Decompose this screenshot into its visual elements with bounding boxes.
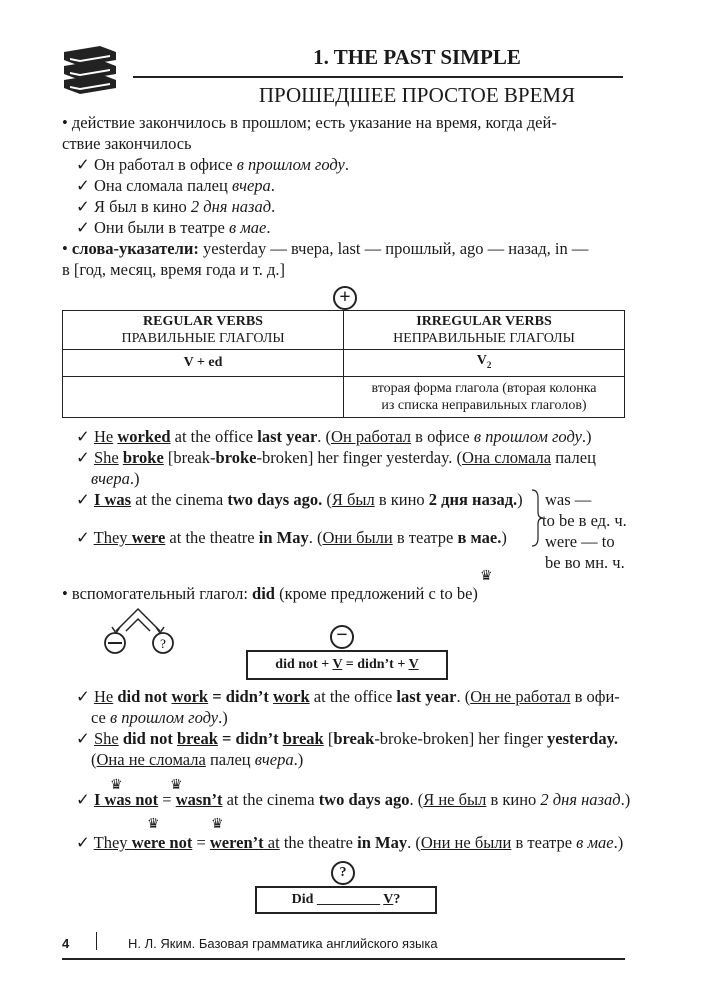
text-segment: Did [291, 892, 317, 907]
text-segment: ) [517, 490, 523, 509]
book-title: Н. Л. Яким. Базовая грамматика английского языка [128, 936, 438, 951]
text-segment: 2 дня назад [190, 197, 272, 216]
text-segment: They [93, 833, 132, 852]
text-segment: I was [93, 490, 132, 509]
text-segment: в кино [486, 790, 541, 809]
text-segment: . [344, 155, 349, 174]
text-segment: .) [129, 469, 140, 488]
crown-icon: ♛ [480, 569, 493, 584]
text-line [76, 196, 275, 217]
text-line [62, 259, 285, 280]
negative-formula-box [246, 650, 448, 680]
irregular-header-ru: НЕПРАВИЛЬНЫЕ ГЛАГОЛЫ [393, 331, 575, 346]
text-segment: в [год, месяц, время года и т. д.] [62, 260, 286, 279]
text-line [62, 238, 588, 259]
brace-note: be во мн. ч. [545, 553, 625, 572]
text-segment: (кроме предложений с to be) [274, 584, 478, 603]
text-segment: в мае. [457, 528, 502, 547]
text-segment: V [408, 657, 419, 672]
text-segment: ✓ [76, 528, 94, 547]
text-segment: ✓ [76, 448, 94, 467]
text-segment: ✓ Я был в кино [76, 197, 191, 216]
text-segment: . [271, 197, 276, 216]
text-segment: work [273, 687, 310, 706]
text-segment: the theatre [279, 833, 358, 852]
text-segment: V [332, 657, 343, 672]
text-segment: ✓ [76, 790, 94, 809]
text-segment: They [93, 528, 132, 547]
text-segment: • вспомогательный глагол: [62, 584, 253, 603]
text-segment: -broken] her finger yesterday. ( [256, 448, 463, 467]
text-line [62, 112, 557, 133]
text-segment: _________ [316, 892, 384, 907]
auxiliary-line [62, 583, 478, 604]
text-segment: last year [257, 427, 318, 446]
text-segment: • [62, 239, 72, 258]
text-segment: Он не работал [470, 687, 571, 706]
irregular-note-1: вторая форма глагола (вторая колонка [371, 380, 597, 396]
text-segment: .) [613, 833, 624, 852]
text-segment: ✓ [76, 490, 94, 509]
text-line [76, 217, 271, 238]
text-segment: Она сломала [462, 448, 552, 467]
text-segment: broke [215, 448, 257, 467]
text-segment: two days ago [318, 790, 410, 809]
crown-icon: ♛ [211, 817, 224, 832]
text-line [76, 789, 630, 810]
irregular-formula: V [476, 353, 487, 368]
text-segment: did not + [275, 657, 333, 672]
text-segment: I was not [93, 790, 159, 809]
text-segment: в кино [374, 490, 429, 509]
text-line [76, 175, 275, 196]
text-segment: Я был [331, 490, 375, 509]
text-segment: ✓ Он работал в офисе [76, 155, 237, 174]
text-segment: слова-указатели: [71, 239, 199, 258]
text-segment: two days ago. [227, 490, 323, 509]
text-segment: break [333, 729, 375, 748]
crown-icon: ♛ [147, 817, 160, 832]
regular-header-ru: ПРАВИЛЬНЫЕ ГЛАГОЛЫ [121, 331, 285, 346]
text-segment: в прошлом году [236, 155, 345, 174]
question-formula-box [255, 886, 437, 914]
text-line [62, 133, 192, 154]
text-segment: at [263, 833, 280, 852]
text-segment: . [266, 218, 271, 237]
text-segment: ✓ [76, 427, 94, 446]
text-segment: at the office [170, 427, 258, 446]
irregular-note-2: из списка неправильных глаголов) [381, 397, 587, 413]
text-segment: • действие закончилось в прошлом; есть указание на время, когда дей- [62, 113, 557, 132]
verbs-table [62, 310, 625, 418]
text-segment: in May [357, 833, 408, 852]
text-segment: He [93, 427, 114, 446]
text-segment: He [93, 687, 114, 706]
text-line [76, 686, 620, 707]
text-segment: last year [396, 687, 457, 706]
svg-text:?: ? [160, 636, 166, 651]
text-segment: . [270, 176, 275, 195]
regular-header-en: REGULAR VERBS [143, 314, 263, 329]
crown-icon: ♛ [110, 778, 123, 793]
text-segment: в театре [392, 528, 458, 547]
crown-icon: ♛ [170, 778, 183, 793]
text-segment: at the cinema [131, 490, 228, 509]
text-segment: worked [117, 427, 171, 446]
text-line [76, 527, 507, 548]
page-number: 4 [62, 936, 70, 951]
question-icon: ? [331, 861, 355, 885]
footer-rule [62, 958, 625, 960]
text-segment: ствие закончилось [62, 134, 192, 153]
text-line [76, 426, 592, 447]
plus-icon: + [333, 286, 357, 310]
text-segment: -broke-broken] her finger [374, 729, 548, 748]
text-segment: yesterday — вчера, last — прошлый, ago — назад, in — [198, 239, 589, 258]
text-segment: work [171, 687, 209, 706]
brace-note: was — [545, 490, 592, 509]
text-segment: break [282, 729, 324, 748]
text-segment: Он работал [331, 427, 412, 446]
text-segment: .) [293, 750, 304, 769]
brace-note: were — to [545, 532, 615, 551]
text-line [91, 749, 303, 770]
text-segment: = didn’t + [342, 657, 409, 672]
text-line [76, 832, 623, 853]
text-line [91, 707, 228, 728]
text-segment: = didn’t [208, 687, 273, 706]
text-segment: . ( [308, 528, 323, 547]
text-segment: V [383, 892, 394, 907]
text-segment: ? [393, 892, 401, 907]
text-segment: вчера [231, 176, 271, 195]
regular-formula: V + ed [63, 350, 344, 377]
text-segment: at the theatre [165, 528, 259, 547]
text-segment: did not [122, 729, 173, 748]
text-segment: did not [117, 687, 168, 706]
text-line [91, 468, 139, 489]
text-segment: 2 дня назад. [428, 490, 518, 509]
text-segment: .) [620, 790, 631, 809]
text-segment: were [131, 528, 166, 547]
text-segment: = [158, 790, 176, 809]
text-segment: вчера [91, 469, 130, 488]
text-segment: weren’t [209, 833, 264, 852]
text-segment: wasn’t [175, 790, 223, 809]
title-rule [133, 76, 623, 78]
text-segment: се [91, 708, 110, 727]
text-segment: палец [551, 448, 596, 467]
text-segment: в театре [511, 833, 577, 852]
text-segment: вчера [254, 750, 294, 769]
brace-note: to be в ед. ч. [542, 511, 627, 530]
text-segment: ✓ [76, 687, 94, 706]
text-segment: . ( [409, 790, 424, 809]
text-segment: did [252, 584, 275, 603]
text-segment: were not [131, 833, 193, 852]
text-segment: ✓ Они были в театре [76, 218, 229, 237]
text-segment: . ( [407, 833, 421, 852]
text-segment: = [192, 833, 210, 852]
minus-icon: − [330, 625, 354, 649]
text-segment: ✓ Она сломала палец [76, 176, 232, 195]
text-segment: She [93, 729, 119, 748]
text-segment: Они были [322, 528, 393, 547]
text-segment: She [93, 448, 119, 467]
text-segment: .) [218, 708, 228, 727]
text-segment: в прошлом году [473, 427, 582, 446]
text-segment: ✓ [76, 729, 94, 748]
text-segment: [break- [163, 448, 216, 467]
text-segment: at the office [309, 687, 397, 706]
text-segment: . ( [456, 687, 471, 706]
text-segment: . ( [317, 427, 332, 446]
chapter-subtitle: ПРОШЕДШЕЕ ПРОСТОЕ ВРЕМЯ [258, 83, 576, 107]
text-segment: ( [322, 490, 332, 509]
text-segment: in May [258, 528, 309, 547]
text-segment: break [176, 729, 218, 748]
text-segment: палец [205, 750, 255, 769]
text-line [76, 154, 349, 175]
text-segment: at the cinema [222, 790, 319, 809]
text-segment: yesterday. [547, 729, 619, 748]
text-segment: = didn’t [217, 729, 283, 748]
footer-divider [96, 932, 97, 950]
irregular-header-en: IRREGULAR VERBS [416, 314, 552, 329]
text-segment: Она не сломала [96, 750, 206, 769]
text-segment: ( [91, 750, 97, 769]
text-segment: в офисе [411, 427, 474, 446]
text-segment: в мае [228, 218, 267, 237]
negative-question-arrow-diagram [100, 603, 180, 655]
text-segment: в прошлом году [109, 708, 219, 727]
chapter-title: 1. THE PAST SIMPLE [313, 45, 521, 69]
text-segment: .) [581, 427, 592, 446]
text-segment: в офи- [570, 687, 620, 706]
text-segment: Я не был [423, 790, 487, 809]
text-segment: в мае [576, 833, 614, 852]
text-line [76, 489, 523, 510]
irregular-subscript: 2 [486, 359, 492, 370]
text-segment: ✓ [76, 833, 94, 852]
text-line [76, 728, 618, 749]
text-segment: ) [501, 528, 507, 547]
text-line [76, 447, 596, 468]
text-segment: Они не были [420, 833, 512, 852]
text-segment: broke [122, 448, 164, 467]
text-segment: [ [323, 729, 334, 748]
text-segment: 2 дня назад [540, 790, 621, 809]
